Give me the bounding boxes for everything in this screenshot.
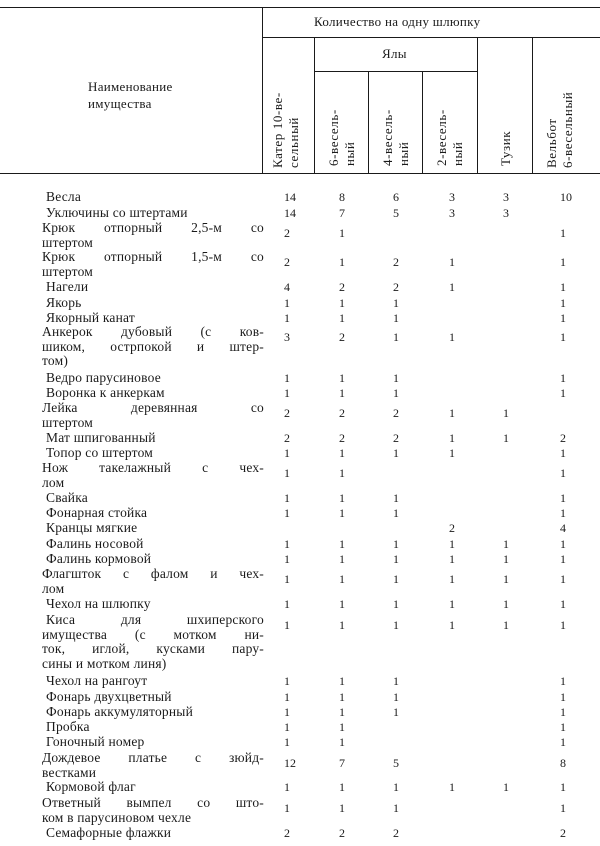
row-name-line: Крюк отпорный 1,5-м со	[42, 249, 264, 264]
row-name	[42, 491, 88, 506]
quantity-value: 5	[393, 206, 399, 220]
quantity-value: 1	[560, 705, 566, 719]
quantity-value: 1	[339, 780, 345, 794]
quantity-value: 1	[560, 311, 566, 325]
quantity-value: 2	[339, 330, 345, 344]
quantity-value: 1	[339, 572, 345, 586]
row-name	[42, 446, 153, 461]
quantity-value: 1	[393, 801, 399, 815]
row-name-line: Уключины со штертами	[46, 205, 188, 220]
quantity-value: 1	[503, 572, 509, 586]
header-bottom-rule	[0, 173, 600, 174]
quantity-value: 1	[339, 690, 345, 704]
quantity-value: 10	[560, 190, 572, 204]
quantity-value: 1	[284, 597, 290, 611]
row-name-line: Чехол на шлюпку	[46, 596, 151, 611]
name-column-divider	[262, 7, 263, 174]
quantity-value: 1	[503, 780, 509, 794]
quantity-value: 1	[393, 690, 399, 704]
quantity-value: 1	[393, 311, 399, 325]
tuzik-header: Тузик	[498, 130, 513, 166]
row-name	[42, 431, 156, 446]
row-name-line: Кормовой флаг	[46, 779, 136, 794]
quantity-value: 1	[339, 466, 345, 480]
row-name	[42, 250, 264, 279]
quantity-value: 1	[339, 311, 345, 325]
quantity-value: 2	[393, 255, 399, 269]
quantity-value: 2	[339, 280, 345, 294]
quantity-value: 1	[449, 537, 455, 551]
row-name-line: Дождевое платье с зюйд-	[42, 750, 264, 765]
quantity-value: 1	[449, 780, 455, 794]
quantity-value: 1	[284, 801, 290, 815]
quantity-value: 1	[560, 735, 566, 749]
row-name-line: Якорь	[46, 295, 82, 310]
row-name-line: Киса для шхиперского	[46, 612, 264, 627]
yaly-header: Ялы	[382, 46, 407, 61]
row-name	[42, 613, 264, 671]
quantity-value: 1	[284, 720, 290, 734]
quantity-value: 1	[560, 780, 566, 794]
quantity-value: 1	[284, 537, 290, 551]
quantity-value: 1	[560, 330, 566, 344]
quantity-value: 2	[393, 406, 399, 420]
row-name-line: штертом	[42, 234, 94, 250]
quantity-value: 2	[393, 280, 399, 294]
quantity-value: 1	[560, 466, 566, 480]
quantity-title: Количество на одну шлюпку	[314, 14, 481, 29]
row-name	[42, 401, 264, 430]
row-name-line: Фонарь двухцветный	[46, 689, 172, 704]
quantity-value: 1	[560, 552, 566, 566]
quantity-value: 1	[393, 572, 399, 586]
quantity-value: 1	[560, 674, 566, 688]
quantity-value: 1	[339, 446, 345, 460]
quantity-value: 1	[449, 406, 455, 420]
quantity-value: 3	[449, 206, 455, 220]
quantity-value: 1	[449, 618, 455, 632]
row-name-line: Ответный вымпел со што-	[42, 795, 264, 810]
quantity-value: 2	[284, 431, 290, 445]
quantity-value: 1	[339, 386, 345, 400]
row-name	[42, 826, 171, 841]
row-name	[42, 751, 264, 780]
quantity-value: 12	[284, 756, 296, 770]
row-name-line: лом	[42, 580, 65, 596]
quantity-value: 2	[339, 431, 345, 445]
quantity-value: 2	[284, 226, 290, 240]
row-name-line: Семафорные флажки	[46, 825, 172, 840]
quantity-value: 1	[560, 506, 566, 520]
row-name-line: лом	[42, 474, 65, 490]
quantity-value: 1	[284, 552, 290, 566]
quantity-value: 1	[393, 537, 399, 551]
row-name-line: Лейка деревянная со	[42, 400, 264, 415]
quantity-value: 1	[503, 552, 509, 566]
velbot-header: Вельбот 6-весельный	[544, 91, 575, 168]
quantity-value: 1	[449, 431, 455, 445]
quantity-value: 2	[284, 406, 290, 420]
quantity-value: 6	[393, 190, 399, 204]
row-name	[42, 371, 161, 386]
quantity-value: 1	[560, 446, 566, 460]
quantity-value: 2	[284, 255, 290, 269]
quantity-value: 1	[284, 466, 290, 480]
quantity-value: 1	[284, 690, 290, 704]
row-name-line: Анкерок дубовый (с ков-	[42, 324, 264, 339]
row-name-line: Якорный канат	[46, 310, 135, 325]
quantity-value: 1	[284, 618, 290, 632]
quantity-value: 1	[560, 597, 566, 611]
quantity-value: 1	[284, 311, 290, 325]
quantity-value: 14	[284, 190, 296, 204]
row-name-line: Свайка	[46, 490, 88, 505]
row-name	[42, 735, 144, 750]
name-column-header: Наименование имущества	[88, 79, 173, 111]
row-name	[42, 705, 193, 720]
quantity-value: 1	[339, 720, 345, 734]
yal2-header: 2-весель- ный	[434, 109, 465, 166]
quantity-value: 1	[393, 371, 399, 385]
quantity-value: 2	[393, 826, 399, 840]
row-name	[42, 552, 151, 567]
quantity-value: 1	[339, 674, 345, 688]
yaly-rule	[314, 71, 477, 72]
quantity-value: 7	[339, 756, 345, 770]
quantity-value: 2	[339, 826, 345, 840]
row-name	[42, 674, 147, 689]
row-name-line: имущества (с мотком ни-	[42, 626, 264, 642]
quantity-value: 1	[449, 330, 455, 344]
quantity-value: 1	[339, 296, 345, 310]
quantity-value: 1	[560, 537, 566, 551]
quantity-value: 1	[503, 618, 509, 632]
quantity-value: 1	[560, 296, 566, 310]
quantity-value: 1	[284, 705, 290, 719]
quantity-value: 2	[393, 431, 399, 445]
quantity-value: 1	[560, 255, 566, 269]
quantity-value: 1	[449, 597, 455, 611]
row-name-line: Топор со штертом	[46, 445, 154, 460]
quantity-value: 8	[339, 190, 345, 204]
row-name-line: штертом	[42, 263, 94, 279]
quantity-value: 1	[339, 226, 345, 240]
quantity-value: 1	[503, 406, 509, 420]
quantity-value: 3	[449, 190, 455, 204]
quantity-value: 1	[339, 537, 345, 551]
quantity-value: 1	[284, 296, 290, 310]
row-name	[42, 780, 136, 795]
kater-header: Катер 10-ве- сельный	[270, 92, 301, 168]
row-name	[42, 325, 264, 369]
tuzik-divider	[477, 37, 478, 174]
row-name-line: штертом	[42, 414, 94, 430]
quantity-value: 1	[560, 801, 566, 815]
row-name-line: вестками	[42, 764, 97, 780]
top-rule	[0, 7, 600, 8]
quantity-value: 1	[339, 618, 345, 632]
quantity-value: 1	[449, 446, 455, 460]
row-name-line: Весла	[46, 189, 82, 204]
row-name-line: Нож такелажный с чех-	[42, 460, 264, 475]
quantity-value: 3	[503, 206, 509, 220]
quantity-value: 1	[560, 720, 566, 734]
row-name-line: Флагшток с фалом и чех-	[42, 566, 264, 581]
quantity-value: 1	[393, 506, 399, 520]
row-name	[42, 567, 264, 596]
row-name-line: Мат шпигованный	[46, 430, 156, 445]
row-name	[42, 720, 90, 735]
row-name-line: шиком, острпокой и штер-	[42, 338, 264, 354]
quantity-value: 1	[284, 506, 290, 520]
quantity-value: 2	[560, 826, 566, 840]
row-name-line: Гоночный номер	[46, 734, 145, 749]
row-name	[42, 506, 147, 521]
quantity-value: 1	[393, 446, 399, 460]
row-name-line: Фалинь носовой	[46, 536, 144, 551]
quantity-value: 1	[284, 572, 290, 586]
quantity-value: 2	[449, 521, 455, 535]
quantity-value: 1	[503, 597, 509, 611]
quantity-value: 1	[284, 491, 290, 505]
quantity-value: 1	[284, 780, 290, 794]
quantity-value: 1	[393, 296, 399, 310]
row-name	[42, 461, 264, 490]
row-name-line: Нагели	[46, 279, 89, 294]
quantity-value: 8	[560, 756, 566, 770]
quantity-value: 3	[284, 330, 290, 344]
row-name-line: Крюк отпорный 2,5-м со	[42, 220, 264, 235]
row-name	[42, 690, 172, 705]
row-name	[42, 386, 165, 401]
row-name-line: сины и мотком линя)	[42, 655, 167, 671]
quantity-value: 1	[393, 618, 399, 632]
quantity-value: 1	[449, 255, 455, 269]
quantity-value: 1	[560, 386, 566, 400]
quantity-value: 2	[339, 406, 345, 420]
row-name	[42, 796, 264, 825]
row-name-line: ком в парусиновом чехле	[42, 809, 192, 825]
quantity-value: 1	[339, 491, 345, 505]
row-name	[42, 597, 151, 612]
quantity-value: 1	[284, 674, 290, 688]
yal6-divider	[368, 71, 369, 174]
quantity-value: 1	[393, 705, 399, 719]
quantity-value: 1	[339, 801, 345, 815]
quantity-value: 1	[284, 735, 290, 749]
quantity-value: 1	[560, 690, 566, 704]
quantity-value: 1	[339, 552, 345, 566]
quantity-value: 4	[560, 521, 566, 535]
quantity-value: 1	[560, 491, 566, 505]
yal4-divider	[422, 71, 423, 174]
quantity-value: 1	[449, 552, 455, 566]
yal4-header: 4-весель- ный	[380, 109, 411, 166]
row-name-line: Фонарь аккумуляторный	[46, 704, 193, 719]
quantity-value: 1	[393, 491, 399, 505]
quantity-value: 1	[393, 597, 399, 611]
quantity-value: 14	[284, 206, 296, 220]
row-name	[42, 221, 264, 250]
row-name-line: том)	[42, 353, 69, 368]
row-name	[42, 206, 188, 221]
quantity-value: 1	[503, 537, 509, 551]
row-name-line: ток, иглой, кусками пару-	[42, 641, 264, 656]
quantity-value: 3	[503, 190, 509, 204]
quantity-value: 1	[339, 371, 345, 385]
row-name-line: Кранцы мягкие	[46, 520, 138, 535]
quantity-value: 2	[560, 431, 566, 445]
quantity-value: 1	[339, 597, 345, 611]
quantity-value: 1	[393, 674, 399, 688]
quantity-value: 1	[284, 386, 290, 400]
quantity-value: 1	[560, 618, 566, 632]
quantity-value: 1	[449, 572, 455, 586]
row-name-line: Фалинь кормовой	[46, 551, 152, 566]
quantity-value: 1	[339, 255, 345, 269]
quantity-value: 1	[339, 506, 345, 520]
quantity-value: 1	[393, 552, 399, 566]
row-name	[42, 537, 144, 552]
quantity-value: 1	[560, 371, 566, 385]
quantity-value: 1	[393, 386, 399, 400]
quantity-value: 1	[449, 280, 455, 294]
kater-divider	[314, 37, 315, 174]
quantity-value: 1	[393, 780, 399, 794]
quantity-value: 1	[339, 735, 345, 749]
quantity-value: 7	[339, 206, 345, 220]
quantity-value: 1	[393, 330, 399, 344]
row-name	[42, 190, 81, 205]
quantity-value: 1	[284, 371, 290, 385]
quantity-value: 1	[339, 705, 345, 719]
quantity-value: 1	[560, 226, 566, 240]
row-name-line: Чехол на рангоут	[46, 673, 148, 688]
row-name-line: Фонарная стойка	[46, 505, 148, 520]
row-name	[42, 296, 82, 311]
quantity-value: 1	[284, 446, 290, 460]
quantity-value: 1	[560, 280, 566, 294]
velbot-divider	[532, 37, 533, 174]
row-name-line: Воронка к анкеркам	[46, 385, 165, 400]
row-name-line: Пробка	[46, 719, 90, 734]
quantity-value: 4	[284, 280, 290, 294]
quantity-title-rule	[262, 37, 600, 38]
row-name	[42, 280, 88, 295]
quantity-value: 5	[393, 756, 399, 770]
yal6-header: 6-весель- ный	[326, 109, 357, 166]
quantity-value: 2	[284, 826, 290, 840]
quantity-value: 1	[560, 572, 566, 586]
row-name	[42, 521, 137, 536]
row-name-line: Ведро парусиновое	[46, 370, 161, 385]
quantity-value: 1	[503, 431, 509, 445]
